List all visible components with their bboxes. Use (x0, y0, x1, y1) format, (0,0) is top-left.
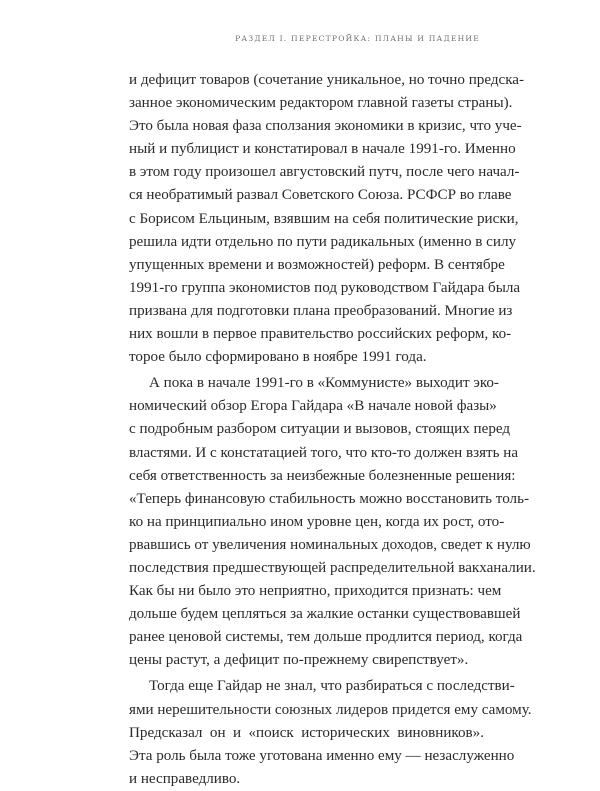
text-line: призвана для подготовки плана преобразований. Многие из (129, 302, 513, 319)
paragraph-3 (129, 675, 532, 790)
text-line: ко на принципиально ином уровне цен, когда их рост, ото- (129, 513, 505, 530)
text-line: и дефицит товаров (сочетание уникальное, но точно предска- (129, 72, 525, 88)
text-line: в этом году произошел августовский путч, после чего начал- (129, 164, 520, 181)
paragraph-1 (129, 69, 525, 369)
text-line: Это была новая фаза сползания экономики в кризис, что уче- (129, 118, 522, 135)
text-line: Предсказал он и «поиск исторических виновников». (129, 724, 484, 741)
text-line: ями нерешительности союзных лидеров придется ему самому. (129, 701, 532, 718)
body-text (129, 69, 536, 791)
text-line: последствия предшествующей распределительной вакханалии. (129, 559, 536, 576)
running-header: РАЗДЕЛ I. ПЕРЕСТРОЙКА: ПЛАНЫ И ПАДЕНИЕ (235, 34, 480, 43)
text-line: себя ответственность за неизбежные болезненные решения: (129, 467, 516, 484)
text-line: ный и публицист и констатировал в начале 1991-го. Именно (129, 141, 516, 158)
text-line: 1991-го группа экономистов под руководством Гайдара была (129, 279, 521, 296)
text-line: ранее ценовой системы, тем дольше продлится период, когда (129, 629, 523, 646)
text-line: с подробным разбором ситуации и вызовов, стоящих перед (129, 421, 511, 438)
text-line: и несправедливо. (129, 770, 241, 787)
text-line: Как бы ни было это неприятно, приходится признать: чем (129, 583, 502, 600)
text-line: А пока в начале 1991-го в «Коммунисте» выходит эко- (149, 375, 499, 392)
text-line: цены растут, а дефицит по-прежнему свирепствует». (129, 652, 469, 669)
text-line: занное экономическим редактором главной газеты страны). (129, 95, 513, 112)
text-line: ся необратимый развал Советского Союза. РСФСР во главе (129, 187, 512, 204)
text-line: с Борисом Ельциным, взявшим на себя политические риски, (129, 210, 519, 227)
text-line: номический обзор Егора Гайдара «В начале новой фазы» (129, 398, 497, 415)
text-line: них вошли в первое правительство российских реформ, ко- (129, 326, 512, 343)
text-line: Эта роль была тоже уготована именно ему — незаслуженно (129, 747, 515, 764)
paragraph-2 (129, 372, 536, 672)
text-line: рвавшись от увеличения номинальных доходов, сведет к нулю (129, 536, 531, 553)
text-line: «Теперь финансовую стабильность можно восстановить толь- (129, 490, 529, 507)
text-line: дольше будем цепляться за жалкие останки существовавшей (129, 606, 521, 623)
text-line: упущенных времени и возможностей) реформ. В сентябре (129, 256, 505, 273)
text-line: решила идти отдельно по пути радикальных (именно в силу (129, 233, 517, 250)
text-line: властями. И с констатацией того, что кто-то должен взять на (129, 444, 519, 461)
text-line: Тогда еще Гайдар не знал, что разбираться с последстви- (149, 678, 515, 695)
text-line: торое было сформировано в ноябре 1991 года. (129, 349, 427, 366)
